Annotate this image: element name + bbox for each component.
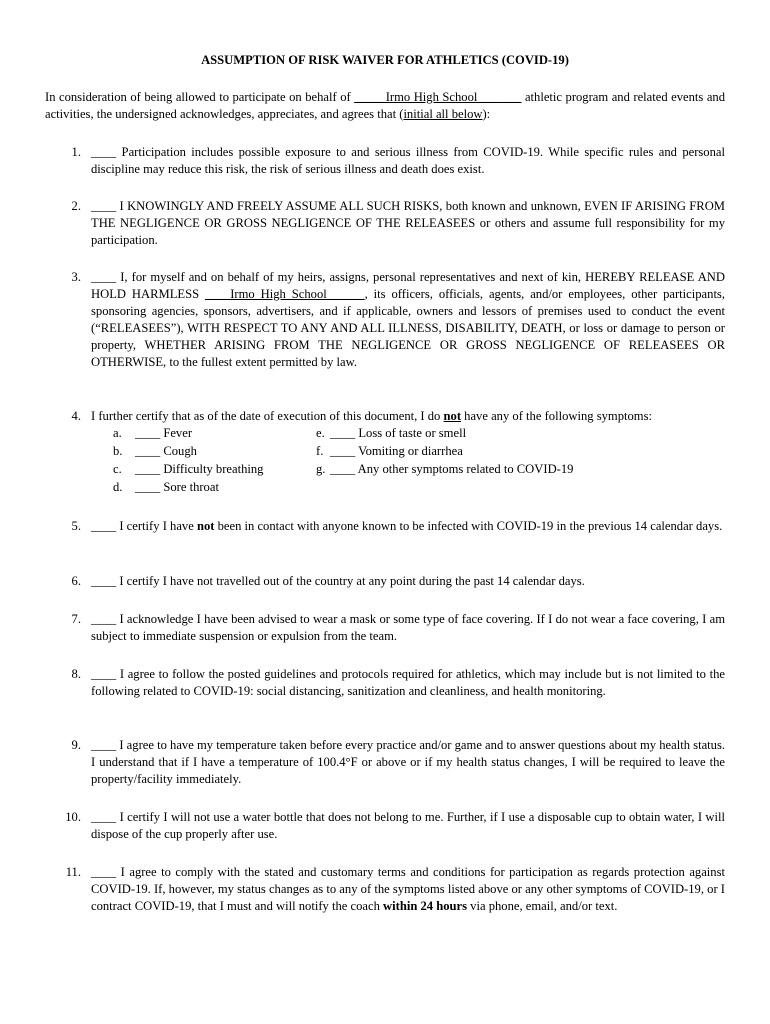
item-text	[91, 408, 725, 497]
item-number: 10.	[65, 810, 81, 824]
item-4-not: not	[443, 409, 462, 423]
item-text: ____ I certify I will not use a water bottle that does not belong to me. Further, if I use a disposable cup to obtain water, I will dispose of the cup properly after use.	[91, 810, 725, 841]
symptom-text: ____ Cough	[135, 444, 197, 458]
item-number: 1.	[71, 145, 81, 159]
item-5-text-before: ____ I certify I have	[91, 519, 197, 533]
symptom-text: ____ Vomiting or diarrhea	[330, 444, 463, 458]
item-number: 7.	[71, 612, 81, 626]
item-number: 4.	[71, 409, 81, 423]
item-4-intro	[91, 408, 725, 425]
item-text: ____ I agree to follow the posted guidelines and protocols required for athletics, which may include but is not limited to the following related to COVID-19: social distancing, sanitization and cleanliness, and health monitoring.	[91, 667, 725, 698]
symptom-text: ____ Sore throat	[135, 480, 219, 494]
intro-text-after: athletic program and related events and activities, the undersigned acknowledges, appreciates, and agrees that (	[45, 90, 726, 121]
intro-text-before: In consideration of being allowed to participate on behalf of	[45, 90, 355, 104]
intro-initial-all-below: initial all below	[403, 107, 483, 121]
intro-school-blank: _____Irmo High School_______	[354, 90, 522, 104]
symptom-b	[113, 443, 197, 460]
item-text: ____ I certify I have not travelled out of the country at any point during the past 14 calendar days.	[91, 574, 585, 588]
symptom-g	[316, 461, 573, 478]
symptom-letter: e.	[316, 426, 325, 440]
symptom-text: ____ Fever	[135, 426, 193, 440]
item-11-bold: within 24 hours	[383, 899, 468, 913]
intro-text-end: ):	[482, 107, 491, 121]
item-text: ____ I agree to have my temperature taken before every practice and/or game and to answer questions about my health status. I understand that if I have a temperature of 100.4°F or above or if my health status changes, I will be required to leave the property/facility immediately.	[91, 738, 725, 786]
item-number: 3.	[71, 270, 81, 284]
symptom-text: ____ Any other symptoms related to COVID-19	[330, 462, 574, 476]
item-3-text-before: ____ I, for myself and on behalf of my heirs, assigns, personal representatives and next of kin, HEREBY RELEASE AND HOLD HARMLESS	[91, 270, 725, 301]
item-text: ____ I KNOWINGLY AND FREELY ASSUME ALL SUCH RISKS, both known and unknown, EVEN IF ARISING FROM THE NEGLIGENCE OR GROSS NEGLIGENCE OF THE RELEASEES or others and assume full responsibility for my participation.	[91, 199, 725, 247]
symptom-letter: c.	[113, 462, 122, 476]
item-5-text-after: been in contact with anyone known to be infected with COVID-19 in the previous 14 calendar days.	[214, 519, 723, 533]
item-11-text-before: ____ I agree to comply with the stated and customary terms and conditions for participation as regards protection against COVID-19. If, however, my status changes as to any of the symptoms listed above or any other symptoms of COVID-19, or I contract COVID-19, that I must and will notify the coach	[91, 865, 725, 913]
symptom-a	[113, 425, 192, 442]
item-3-school: ____Irmo High School______	[205, 287, 365, 301]
symptom-letter: f.	[316, 444, 324, 458]
item-number: 9.	[71, 738, 81, 752]
document-title: ASSUMPTION OF RISK WAIVER FOR ATHLETICS (COVID-19)	[201, 53, 569, 67]
symptom-f	[316, 443, 463, 460]
item-number: 2.	[71, 199, 81, 213]
item-4-text-after: have any of the following symptoms:	[461, 409, 652, 423]
item-number: 5.	[71, 519, 81, 533]
item-5-not: not	[196, 519, 215, 533]
item-4-text-before: I further certify that as of the date of execution of this document, I do	[91, 409, 444, 423]
symptom-d	[113, 479, 219, 496]
symptom-e	[316, 425, 466, 442]
symptom-text: ____ Difficulty breathing	[135, 462, 264, 476]
item-3-text-after: , its officers, officials, agents, and/or employees, other participants, sponsoring agencies, sponsors, advertisers, and if applicable, owners and lessors of premises used to conduct the event (“RELEASEES”), WITH RESPECT TO ANY AND ALL ILLNESS, DISABILITY, DEATH, or loss or damage to person or property, WHETHER ARISING FROM THE NEGLIGENCE OR GROSS NEGLIGENCE OF RELEASEES OR OTHERWISE, to the fullest extent permitted by law.	[91, 287, 725, 369]
item-text	[91, 269, 725, 371]
symptom-c	[113, 461, 263, 478]
symptom-letter: a.	[113, 426, 122, 440]
intro-paragraph	[45, 89, 725, 123]
item-text: ____ I acknowledge I have been advised to wear a mask or some type of face covering. If I do not wear a face covering, I am subject to immediate suspension or expulsion from the team.	[91, 612, 725, 643]
symptom-list	[91, 425, 725, 497]
symptom-text: ____ Loss of taste or smell	[330, 426, 467, 440]
item-text	[91, 864, 725, 915]
item-number: 8.	[71, 667, 81, 681]
item-number: 6.	[71, 574, 81, 588]
symptom-letter: d.	[113, 480, 123, 494]
symptom-letter: g.	[316, 462, 326, 476]
item-11-text-after: via phone, email, and/or text.	[467, 899, 618, 913]
symptom-letter: b.	[113, 444, 123, 458]
item-number: 11.	[65, 865, 81, 879]
item-text	[91, 518, 725, 535]
item-text: ____ Participation includes possible exposure to and serious illness from COVID-19. While specific rules and personal discipline may reduce this risk, the risk of serious illness and death does exist.	[91, 145, 725, 176]
